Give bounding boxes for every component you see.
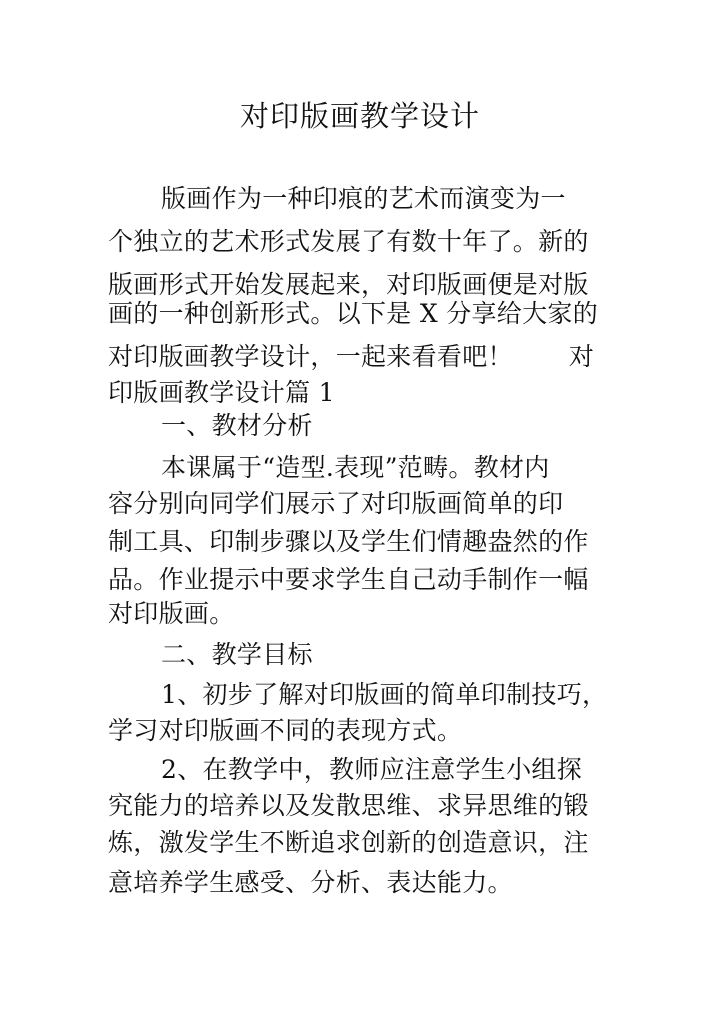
- paragraph-line: 容分别向同学们展示了对印版画简单的印: [108, 489, 564, 518]
- paragraph-line: 印版画教学设计篇 1: [108, 378, 335, 407]
- paragraph-line: 个独立的艺术形式发展了有数十年了。新的: [108, 227, 589, 256]
- paragraph-line: 意培养学生感受、分析、表达能力。: [108, 868, 513, 897]
- paragraph-line: 1、初步了解对印版画的简单印制技巧，: [161, 680, 608, 709]
- section-heading: 一、教材分析: [161, 411, 313, 440]
- paragraph-line: 品。作业提示中要求学生自己动手制作一幅: [108, 565, 589, 594]
- paragraph-line: 究能力的培养以及发散思维、求异思维的锻: [108, 791, 589, 820]
- section-heading: 二、教学目标: [161, 640, 313, 669]
- paragraph-line: 对印版画。: [108, 599, 235, 628]
- paragraph-line: 本课属于“造型.表现”范畴。教材内: [161, 453, 550, 482]
- paragraph-line: 学习对印版画不同的表现方式。: [108, 716, 463, 745]
- paragraph-line: [108, 340, 594, 374]
- paragraph-line: 2、在教学中，教师应注意学生小组探: [161, 755, 583, 784]
- paragraph-text: 对印版画教学设计，一起来看看吧！: [108, 342, 513, 371]
- paragraph-line: 制工具、印制步骤以及学生们情趣盎然的作: [108, 527, 589, 556]
- paragraph-line: 版画形式开始发展起来，对印版画便是对版: [108, 270, 589, 299]
- paragraph-line: 版画作为一种印痕的艺术而演变为一: [161, 184, 566, 213]
- document-title: 对印版画教学设计: [239, 99, 480, 133]
- paragraph-text: 对: [568, 342, 595, 371]
- paragraph-line: 画的一种创新形式。以下是 X 分享给大家的: [108, 299, 598, 328]
- paragraph-line: 炼，激发学生不断追求创新的创造意识，注: [108, 828, 589, 857]
